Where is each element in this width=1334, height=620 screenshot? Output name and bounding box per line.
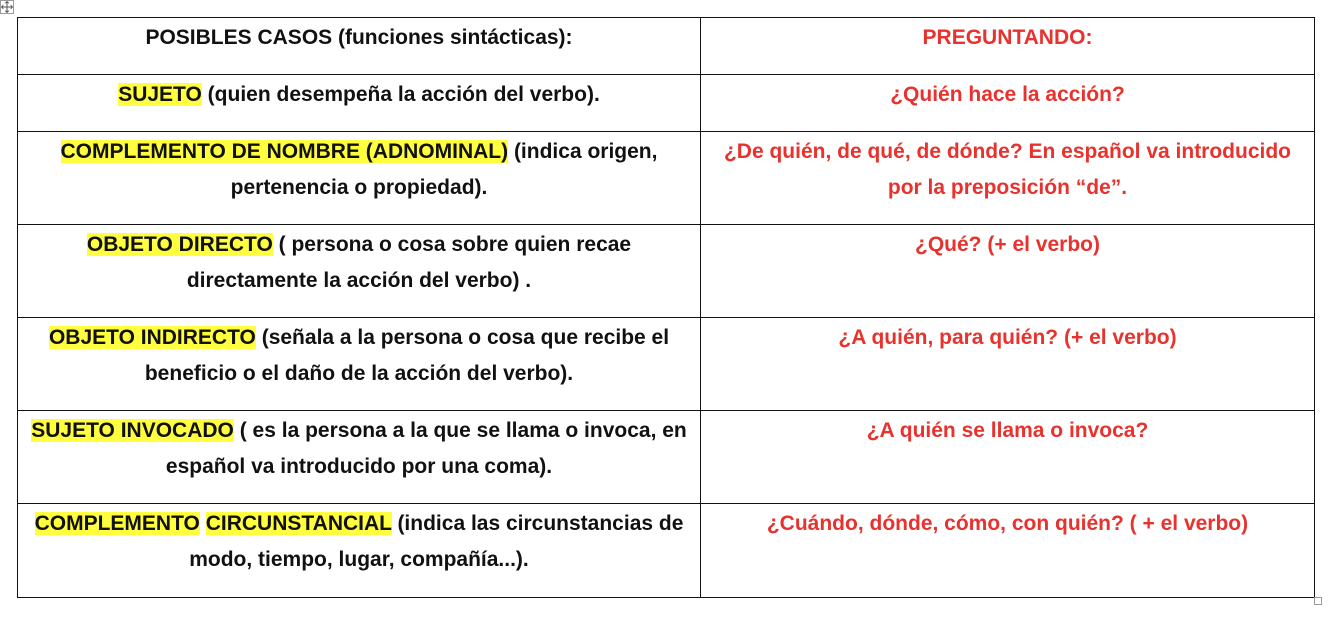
highlighted-term: COMPLEMENTO DE NOMBRE (ADNOMINAL) [60,140,509,163]
highlighted-term: OBJETO INDIRECTO [48,326,256,349]
table-resize-handle[interactable] [1314,597,1322,605]
case-description: ( es la persona a la que se llama o invoca, en español va introducido por una coma). [165,419,687,478]
table-row [18,225,1315,318]
table-header-row [18,18,1315,75]
case-description: (indica origen, pertenencia o propiedad). [230,140,658,199]
question-cell: ¿Qué? (+ el verbo) [701,225,1315,318]
case-cell [18,132,701,225]
table-row [18,411,1315,504]
highlighted-term: OBJETO DIRECTO [86,233,273,256]
highlighted-term: SUJETO [118,83,202,106]
table-row [18,132,1315,225]
case-cell [18,225,701,318]
question-cell: ¿Quién hace la acción? [701,75,1315,132]
move-arrows-icon [1,1,13,13]
table-move-handle[interactable] [0,0,14,14]
case-description: (señala a la persona o cosa que recibe el beneficio o el daño de la acción del verbo). [144,326,670,385]
question-cell: ¿Cuándo, dónde, cómo, con quién? ( + el verbo) [701,504,1315,598]
table-row [18,504,1315,598]
case-description: (quien desempeña la acción del verbo). [201,83,600,106]
header-question-cell: PREGUNTANDO: [701,18,1315,75]
question-cell: ¿A quién, para quién? (+ el verbo) [701,318,1315,411]
syntactic-functions-table [17,17,1315,598]
case-cell [18,75,701,132]
question-cell: ¿De quién, de qué, de dónde? En español va introducido por la preposición “de”. [701,132,1315,225]
question-cell: ¿A quién se llama o invoca? [701,411,1315,504]
header-case-cell: POSIBLES CASOS (funciones sintácticas): [18,18,701,75]
table-row [18,75,1315,132]
case-description: (indica las circunstancias de modo, tiempo, lugar, compañía...). [189,512,684,571]
case-description: ( persona o cosa sobre quien recae directamente la acción del verbo) . [186,233,632,292]
table-row [18,318,1315,411]
highlighted-term: CIRCUNSTANCIAL [205,512,392,535]
case-cell [18,504,701,598]
highlighted-term: SUJETO INVOCADO [31,419,234,442]
case-cell [18,318,701,411]
case-cell [18,411,701,504]
highlighted-term: COMPLEMENTO [34,512,200,535]
